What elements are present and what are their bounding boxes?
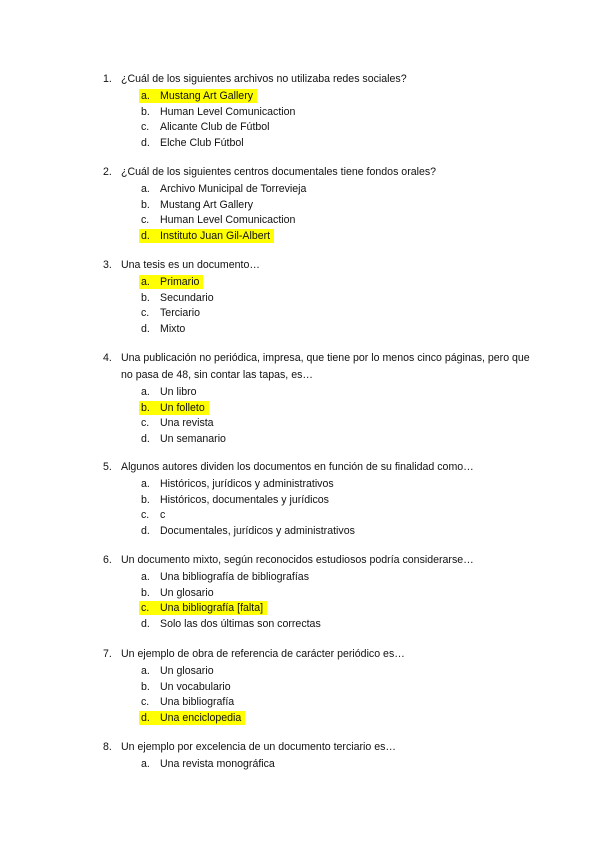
option-text: Human Level Comunicaction <box>160 105 296 118</box>
option-item <box>0 695 600 711</box>
option-d <box>139 524 359 538</box>
option-item <box>0 105 600 121</box>
option-text: Una revista <box>160 417 214 430</box>
option-a <box>139 570 313 584</box>
option-item <box>0 601 600 617</box>
option-list <box>0 89 600 151</box>
option-d <box>139 711 245 725</box>
option-letter: c. <box>141 214 150 227</box>
option-letter: a. <box>141 571 150 583</box>
option-item <box>0 182 600 198</box>
option-letter: a. <box>141 183 150 195</box>
option-letter: c. <box>141 417 150 430</box>
option-letter: c. <box>141 121 150 134</box>
option-a <box>139 89 257 103</box>
question-7 <box>0 646 600 726</box>
question-text: ¿Cuál de los siguientes centros documentales tiene fondos orales? <box>121 166 437 178</box>
question-number: 2. <box>103 166 112 178</box>
question-text: Un documento mixto, según reconocidos estudiosos podría considerarse… <box>121 554 474 566</box>
question-3 <box>0 257 600 337</box>
option-c <box>139 416 218 430</box>
option-letter: c. <box>141 696 150 709</box>
option-item <box>0 385 600 401</box>
option-item <box>0 617 600 633</box>
option-letter: c. <box>141 509 150 522</box>
question-4 <box>0 350 600 447</box>
option-item <box>0 757 600 773</box>
option-letter: b. <box>141 586 150 599</box>
option-item <box>0 275 600 291</box>
option-list <box>0 385 600 447</box>
option-text: Secundario <box>160 291 214 304</box>
question-number: 6. <box>103 554 112 566</box>
option-text: Mixto <box>160 322 186 335</box>
option-b <box>139 291 218 305</box>
option-letter: b. <box>141 291 150 304</box>
option-letter: d. <box>141 322 150 335</box>
option-item <box>0 524 600 540</box>
question-text-line-1: Una publicación no periódica, impresa, que tiene por lo menos cinco páginas, pero que <box>121 352 530 364</box>
option-item <box>0 416 600 432</box>
option-list <box>0 757 600 773</box>
option-item <box>0 322 600 338</box>
option-text: Una enciclopedia <box>160 711 242 724</box>
option-letter: a. <box>141 90 150 102</box>
question-text: Una tesis es un documento… <box>121 259 260 271</box>
option-text: Un vocabulario <box>160 680 231 693</box>
option-text: Archivo Municipal de Torrevieja <box>160 183 307 195</box>
question-number: 1. <box>103 73 112 85</box>
question-5 <box>0 459 600 539</box>
option-item <box>0 711 600 727</box>
question-text: Un ejemplo de obra de referencia de carácter periódico es… <box>121 648 405 660</box>
option-item <box>0 136 600 152</box>
question-number: 7. <box>103 648 112 660</box>
option-text: Un glosario <box>160 665 214 677</box>
option-item <box>0 680 600 696</box>
option-item <box>0 664 600 680</box>
question-text: Un ejemplo por excelencia de un documento terciario es… <box>121 741 396 753</box>
option-text: Terciario <box>160 307 201 320</box>
option-text: Un libro <box>160 386 197 398</box>
option-c <box>139 508 169 522</box>
option-letter: a. <box>141 665 150 677</box>
option-text: Alicante Club de Fútbol <box>160 121 270 134</box>
option-d <box>139 136 248 150</box>
option-c <box>139 120 274 134</box>
option-c <box>139 213 299 227</box>
option-text: Una revista monográfica <box>160 758 275 770</box>
option-c <box>139 306 204 320</box>
option-letter: a. <box>141 758 150 770</box>
option-d <box>139 617 325 631</box>
option-d <box>139 229 274 243</box>
option-letter: a. <box>141 478 150 490</box>
option-letter: b. <box>141 493 150 506</box>
question-text-line-2: no pasa de 48, sin contar las tapas, es… <box>121 369 313 381</box>
option-a <box>139 385 201 399</box>
option-letter: d. <box>141 524 150 537</box>
option-text: Mustang Art Gallery <box>160 90 254 102</box>
option-letter: d. <box>141 432 150 445</box>
option-list <box>0 570 600 632</box>
option-b <box>139 105 299 119</box>
option-letter: c. <box>141 602 150 615</box>
option-item <box>0 477 600 493</box>
option-item <box>0 291 600 307</box>
option-item <box>0 89 600 105</box>
option-text: Un semanario <box>160 432 226 445</box>
option-b <box>139 586 218 600</box>
option-list <box>0 275 600 337</box>
option-item <box>0 586 600 602</box>
option-b <box>139 401 209 415</box>
question-8 <box>0 739 600 773</box>
option-letter: d. <box>141 136 150 149</box>
option-list <box>0 182 600 244</box>
option-text: Mustang Art Gallery <box>160 198 254 211</box>
option-b <box>139 198 257 212</box>
option-text: c <box>160 509 166 522</box>
option-a <box>139 664 218 678</box>
option-item <box>0 493 600 509</box>
option-item <box>0 432 600 448</box>
option-letter: b. <box>141 401 150 414</box>
question-number: 3. <box>103 259 112 271</box>
option-text: Una bibliografía [falta] <box>160 602 264 615</box>
question-number: 8. <box>103 741 112 753</box>
option-text: Un glosario <box>160 586 214 599</box>
option-a <box>139 275 203 289</box>
option-text: Instituto Juan Gil-Albert <box>160 229 271 242</box>
option-text: Históricos, jurídicos y administrativos <box>160 478 334 490</box>
option-a <box>139 182 310 196</box>
option-b <box>139 493 333 507</box>
option-c <box>139 601 267 615</box>
option-a <box>139 477 338 491</box>
option-c <box>139 695 238 709</box>
option-letter: a. <box>141 276 150 288</box>
option-text: Históricos, documentales y jurídicos <box>160 493 329 506</box>
option-item <box>0 508 600 524</box>
option-letter: c. <box>141 307 150 320</box>
option-letter: d. <box>141 617 150 630</box>
question-number: 4. <box>103 352 112 364</box>
option-list <box>0 664 600 726</box>
option-b <box>139 680 235 694</box>
option-item <box>0 306 600 322</box>
option-text: Una bibliografía <box>160 696 235 709</box>
option-letter: b. <box>141 680 150 693</box>
option-item <box>0 198 600 214</box>
option-text: Elche Club Fútbol <box>160 136 244 149</box>
option-letter: a. <box>141 386 150 398</box>
question-1 <box>0 71 600 151</box>
option-letter: b. <box>141 105 150 118</box>
option-item <box>0 120 600 136</box>
option-item <box>0 570 600 586</box>
option-text: Documentales, jurídicos y administrativos <box>160 524 355 537</box>
option-letter: b. <box>141 198 150 211</box>
option-item <box>0 229 600 245</box>
option-d <box>139 432 230 446</box>
option-text: Un folleto <box>160 401 205 414</box>
question-text: Algunos autores dividen los documentos en función de su finalidad como… <box>121 461 474 473</box>
option-list <box>0 477 600 539</box>
option-text: Solo las dos últimas son correctas <box>160 617 321 630</box>
option-a <box>139 757 279 771</box>
option-item <box>0 401 600 417</box>
option-letter: d. <box>141 229 150 242</box>
option-text: Una bibliografía de bibliografías <box>160 571 309 583</box>
question-2 <box>0 164 600 244</box>
option-d <box>139 322 189 336</box>
option-text: Primario <box>160 276 200 288</box>
question-text: ¿Cuál de los siguientes archivos no utilizaba redes sociales? <box>121 73 407 85</box>
option-text: Human Level Comunicaction <box>160 214 296 227</box>
option-letter: d. <box>141 711 150 724</box>
question-6 <box>0 552 600 632</box>
question-number: 5. <box>103 461 112 473</box>
option-item <box>0 213 600 229</box>
